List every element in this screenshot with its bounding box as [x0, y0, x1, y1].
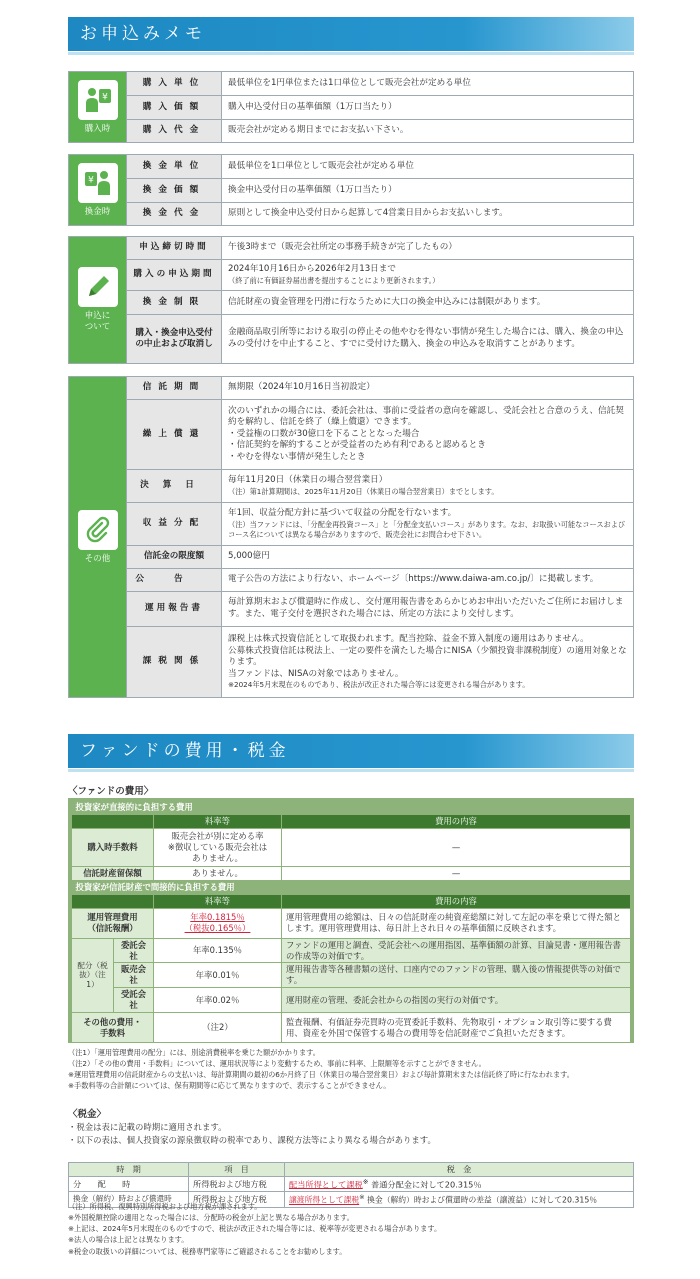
alloc-rate: 年率0.135％ — [154, 938, 282, 963]
col-rate-header: 料率等 — [154, 894, 282, 908]
row-value: 購入申込受付日の基準価額（1万口当たり） — [228, 101, 397, 112]
row-value: 次のいずれかの場合には、委託会社は、事前に受益者の意向を確認し、受託会社と合意のうえ、信託契約を解約し、信託を終了（繰上償還）できます。 — [228, 405, 624, 428]
reserve-content: — — [282, 866, 631, 880]
alloc-content: 運用財産の管理、委託会社からの指図の実行の対価です。 — [282, 988, 631, 1013]
tax-heading: 〈税金〉 — [68, 1109, 107, 1120]
row-label: 運用報告書 — [127, 592, 222, 626]
memo-row — [127, 237, 633, 260]
row-label: 換金価額 — [127, 179, 222, 202]
tax-item-header: 項 目 — [189, 1163, 285, 1177]
purchase-yen-person-icon — [78, 80, 118, 120]
row-label: 購入代金 — [127, 120, 222, 142]
purchase-side-label: 購入時 — [84, 123, 111, 134]
tax-bullets — [68, 1121, 638, 1147]
tax-period-header: 時 期 — [69, 1163, 189, 1177]
row-value: 5,000億円 — [228, 551, 270, 562]
memo-row — [127, 179, 633, 203]
purchase-side — [69, 72, 127, 142]
other-section — [68, 376, 634, 698]
memo-row — [127, 377, 633, 400]
fee-table — [71, 801, 631, 1043]
row-bullet: ・信託契約を解約することが受益者のため有利であると認めるとき — [228, 440, 486, 451]
memo-row — [127, 315, 633, 363]
other-fee-content: 監査報酬、有価証券売買時の売買委託手数料、先物取引・オプション取引等に要する費用、資産を外国で保管する場合の費用等を信託財産でご負担いただきます。 — [282, 1013, 631, 1043]
row-label: 決算日 — [127, 470, 222, 502]
memo-row — [127, 260, 633, 291]
memo-title-banner — [68, 17, 634, 51]
tax-mark: ※ — [359, 1193, 365, 1202]
row-value: 午後3時まで（販売会社所定の事務手続きが完了したもの） — [228, 242, 457, 253]
row-label: 換金制限 — [127, 291, 222, 314]
row-value: 2024年10月16日から2026年2月13日まで — [228, 264, 396, 275]
paperclip-icon — [78, 510, 118, 550]
redeem-yen-person-icon — [78, 163, 118, 203]
fee-note: ※運用管理費用の信託財産からの支払いは、毎計算期間の最初の6か月終了日（休業日の場合翌営業日）および毎計算期末または信託終了時に行なわれます。 — [68, 1070, 574, 1080]
tax-kind: 配当所得として課税 — [289, 1179, 363, 1190]
redeem-side — [69, 155, 127, 225]
cost-title: ファンドの費用・税金 — [80, 741, 290, 761]
memo-row — [127, 120, 633, 142]
buy-fee-content: — — [282, 828, 631, 866]
svg-text:¥: ¥ — [87, 175, 94, 186]
row-value: 課税上は株式投資信託として取扱われます。配当控除、益金不算入制度の適用はありません。 — [228, 633, 589, 644]
pen-icon — [78, 267, 118, 307]
row-label: 信託金の限度額 — [127, 546, 222, 568]
row-value: 換金申込受付日の基準価額（1万口当たり） — [228, 184, 397, 195]
redeem-section — [68, 154, 634, 226]
alloc-label: 委託会社 — [114, 938, 154, 963]
row-label-2: の中止および取消し — [135, 339, 213, 349]
memo-row — [127, 470, 633, 503]
alloc-label: 受託会社 — [114, 988, 154, 1013]
mgmt-fee-label: 運用管理費用 — [87, 912, 138, 923]
tax-desc: 普通分配金に対して20.315％ — [371, 1179, 482, 1190]
row-bullet: ・受益権の口数が30億口を下ることとなった場合 — [228, 428, 420, 439]
memo-row — [127, 592, 633, 627]
tax-kind: 譲渡所得として課税 — [289, 1195, 360, 1205]
row-label: 申込締切時間 — [127, 237, 222, 259]
memo-row — [127, 400, 633, 470]
row-note: （注）当ファンドには、「分配金再投資コース」と「分配金支払いコース」があります。なお、お取扱い可能なコースおよびコース名については異なる場合がありますので、販売会社にお問合わせ下さい。 — [228, 520, 626, 539]
tax-header: 税 金 — [285, 1163, 634, 1177]
row-label: 購入単位 — [127, 72, 222, 95]
row-bullet: ・やむを得ない事情が発生したとき — [228, 451, 366, 462]
redeem-side-label: 換金時 — [84, 206, 111, 217]
row-value: 年1回、収益分配方針に基づいて収益の分配を行ないます。 — [228, 508, 457, 519]
other-fee-label-sub: 手数料 — [99, 1027, 126, 1038]
row-value: 当ファンドは、NISAの対象ではありません。 — [228, 668, 404, 679]
indirect-cost-caption: 投資家が信託財産で間接的に負担する費用 — [72, 880, 631, 894]
memo-row — [127, 96, 633, 120]
mgmt-fee-label-sub: （信託報酬） — [87, 923, 138, 934]
memo-row — [127, 569, 633, 592]
row-value: 金融商品取引所等における取引の停止その他やむを得ない事情が発生した場合には、購入、換金の申込みの受付けを中止すること、すでに受付けた購入、換金の申込みを取消すことがあります。 — [228, 327, 624, 349]
memo-row — [127, 155, 633, 179]
tax-bullet: ・税金は表に記載の時期に適用されます。 — [68, 1122, 227, 1132]
tax-bullet: ・以下の表は、個人投資家の源泉徴収時の税率であり、課税方法等により異なる場合があります。 — [68, 1135, 436, 1146]
col-content-header: 費用の内容 — [282, 894, 631, 908]
tax-mark: ※ — [362, 1177, 369, 1186]
row-note: ※2024年5月末現在のものであり、税法が改正された場合等には変更される場合があります。 — [228, 680, 530, 690]
buy-fee-rate-note: ※徴収している販売会社は — [167, 841, 268, 852]
row-value: 毎計算期末および償還時に作成し、交付運用報告書をあらかじめお申出いただいたご住所にお届けします。また、電子交付を選択された場合には、所定の方法により交付します。 — [228, 597, 624, 619]
row-value: 無期限（2024年10月16日当初設定） — [228, 382, 375, 393]
alloc-rate: 年率0.02％ — [154, 988, 282, 1013]
tax-desc: 換金（解約）時および償還時の差益（譲渡益）に対して20.315％ — [367, 1195, 598, 1205]
mgmt-fee-rate: 年率0.1815％ — [190, 912, 245, 923]
fee-note: （注1）「運用管理費用の配分」には、別途消費税率を乗じた額がかかります。 — [68, 1048, 320, 1057]
alloc-content: 運用報告書等各種書類の送付、口座内でのファンドの管理、購入後の情報提供等の対価です。 — [282, 963, 631, 988]
row-label-1: 購入・換金申込受付 — [135, 327, 213, 338]
tax-period: 換金（解約）時および償還時 — [69, 1192, 189, 1208]
buy-fee-rate: 販売会社が別に定める率 — [171, 830, 264, 841]
tax-note: ※上記は、2024年5月末現在のものですので、税法が改正された場合等には、税率等が変更される場合があります。 — [68, 1224, 442, 1234]
fee-note: ※手数料等の合計額については、保有期間等に応じて異なりますので、表示することができません。 — [68, 1081, 391, 1091]
apply-side — [69, 237, 127, 363]
row-value: 信託財産の資金管理を円滑に行なうために大口の換金申込みには制限があります。 — [228, 296, 546, 307]
direct-cost-caption: 投資家が直接的に負担する費用 — [72, 801, 631, 814]
alloc-content: ファンドの運用と調査、受託会社への運用指図、基準価額の計算、目論見書・運用報告書の作成等の対価です。 — [282, 938, 631, 963]
reserve-rate: ありません。 — [154, 866, 282, 880]
cost-title-banner — [68, 734, 634, 768]
col-content-header: 費用の内容 — [282, 814, 631, 828]
row-note: （終了前に有価証券届出書を提出することにより更新されます。） — [228, 275, 440, 285]
fee-notes — [68, 1047, 638, 1092]
row-label: 収益分配 — [127, 503, 222, 545]
row-value: 毎年11月20日（休業日の場合翌営業日） — [228, 475, 388, 486]
row-value: 原則として換金申込受付日から起算して4営業日目からお支払いします。 — [228, 208, 508, 219]
other-side-label: その他 — [84, 553, 111, 564]
row-label: 購入価額 — [127, 96, 222, 119]
row-label: 換金代金 — [127, 203, 222, 225]
buy-fee-rate-note: ありません。 — [192, 852, 243, 863]
memo-row — [127, 546, 633, 569]
row-value: 公募株式投資信託は税法上、一定の要件を満たした場合にNISA（少額投資非課税制度）の適用対象となります。 — [228, 645, 627, 668]
row-label: 購入の申込期間 — [127, 260, 222, 290]
row-value: 電子公告の方法により行ない、ホームページ〔https://www.daiwa-am.co.jp/〕に掲載します。 — [228, 574, 599, 585]
fund-fees-heading: 〈ファンドの費用〉 — [68, 786, 154, 797]
memo-row — [127, 72, 633, 96]
row-value: 販売会社が定める期日までにお支払い下さい。 — [228, 125, 409, 136]
tax-note: ※外国税額控除の適用となった場合には、分配時の税金が上記と異なる場合があります。 — [68, 1213, 354, 1223]
row-label: 信託期間 — [127, 377, 222, 399]
row-note: （注）第1計算期間は、2025年11月20日（休業日の場合翌営業日）までとします。 — [228, 486, 499, 496]
purchase-section — [68, 71, 634, 143]
memo-row — [127, 627, 633, 697]
apply-side-label-2: ついて — [84, 322, 111, 332]
memo-row — [127, 291, 633, 315]
col-rate-header: 料率等 — [154, 814, 282, 828]
svg-text:¥: ¥ — [101, 92, 108, 103]
apply-side-label-1: 申込に — [84, 311, 111, 322]
tax-item: 所得税および地方税 — [189, 1192, 285, 1208]
fee-note: （注2）「その他の費用・手数料」については、運用状況等により変動するため、事前に料率、上限額等を示すことができません。 — [68, 1059, 486, 1069]
fee-table-box — [68, 798, 634, 1043]
row-label: 繰上償還 — [127, 400, 222, 469]
alloc-label: 販売会社 — [114, 963, 154, 988]
tax-notes — [68, 1201, 638, 1257]
tax-item: 所得税および地方税 — [189, 1176, 285, 1191]
apply-section — [68, 236, 634, 364]
other-fee-label: その他の費用・ — [83, 1016, 142, 1027]
reserve-label: 信託財産留保額 — [72, 866, 154, 880]
tax-note: ※税金の取扱いの詳細については、税務専門家等にご確認されることをお勧めします。 — [68, 1246, 347, 1256]
mgmt-fee-content: 運用管理費用の総額は、日々の信託財産の純資産総額に対して左記の率を乗じて得た額とします。運用管理費用は、毎日計上され日々の基準価額に反映されます。 — [282, 908, 631, 938]
memo-title: お申込みメモ — [80, 24, 206, 44]
tax-note: ※法人の場合は上記とは異なります。 — [68, 1235, 189, 1245]
row-label: 換金単位 — [127, 155, 222, 178]
tax-period: 分 配 時 — [69, 1176, 189, 1191]
memo-row — [127, 203, 633, 225]
allocation-label: 配分（税抜）（注1） — [72, 938, 114, 1013]
row-label: 公告 — [127, 569, 222, 591]
alloc-rate: 年率0.01％ — [154, 963, 282, 988]
buy-fee-label: 購入時手数料 — [72, 828, 154, 866]
row-label: 課税関係 — [127, 627, 222, 697]
memo-row — [127, 503, 633, 546]
other-side — [69, 377, 127, 697]
row-value: 最低単位を1口単位として販売会社が定める単位 — [228, 160, 414, 171]
tax-note: （注）所得税、復興特別所得税および地方税が課されます。 — [68, 1202, 262, 1211]
mgmt-fee-rate-ex-tax: （税抜0.165％） — [184, 923, 251, 934]
row-value: 最低単位を1円単位または1口単位として販売会社が定める単位 — [228, 77, 471, 88]
other-fee-rate: （注2） — [154, 1013, 282, 1043]
